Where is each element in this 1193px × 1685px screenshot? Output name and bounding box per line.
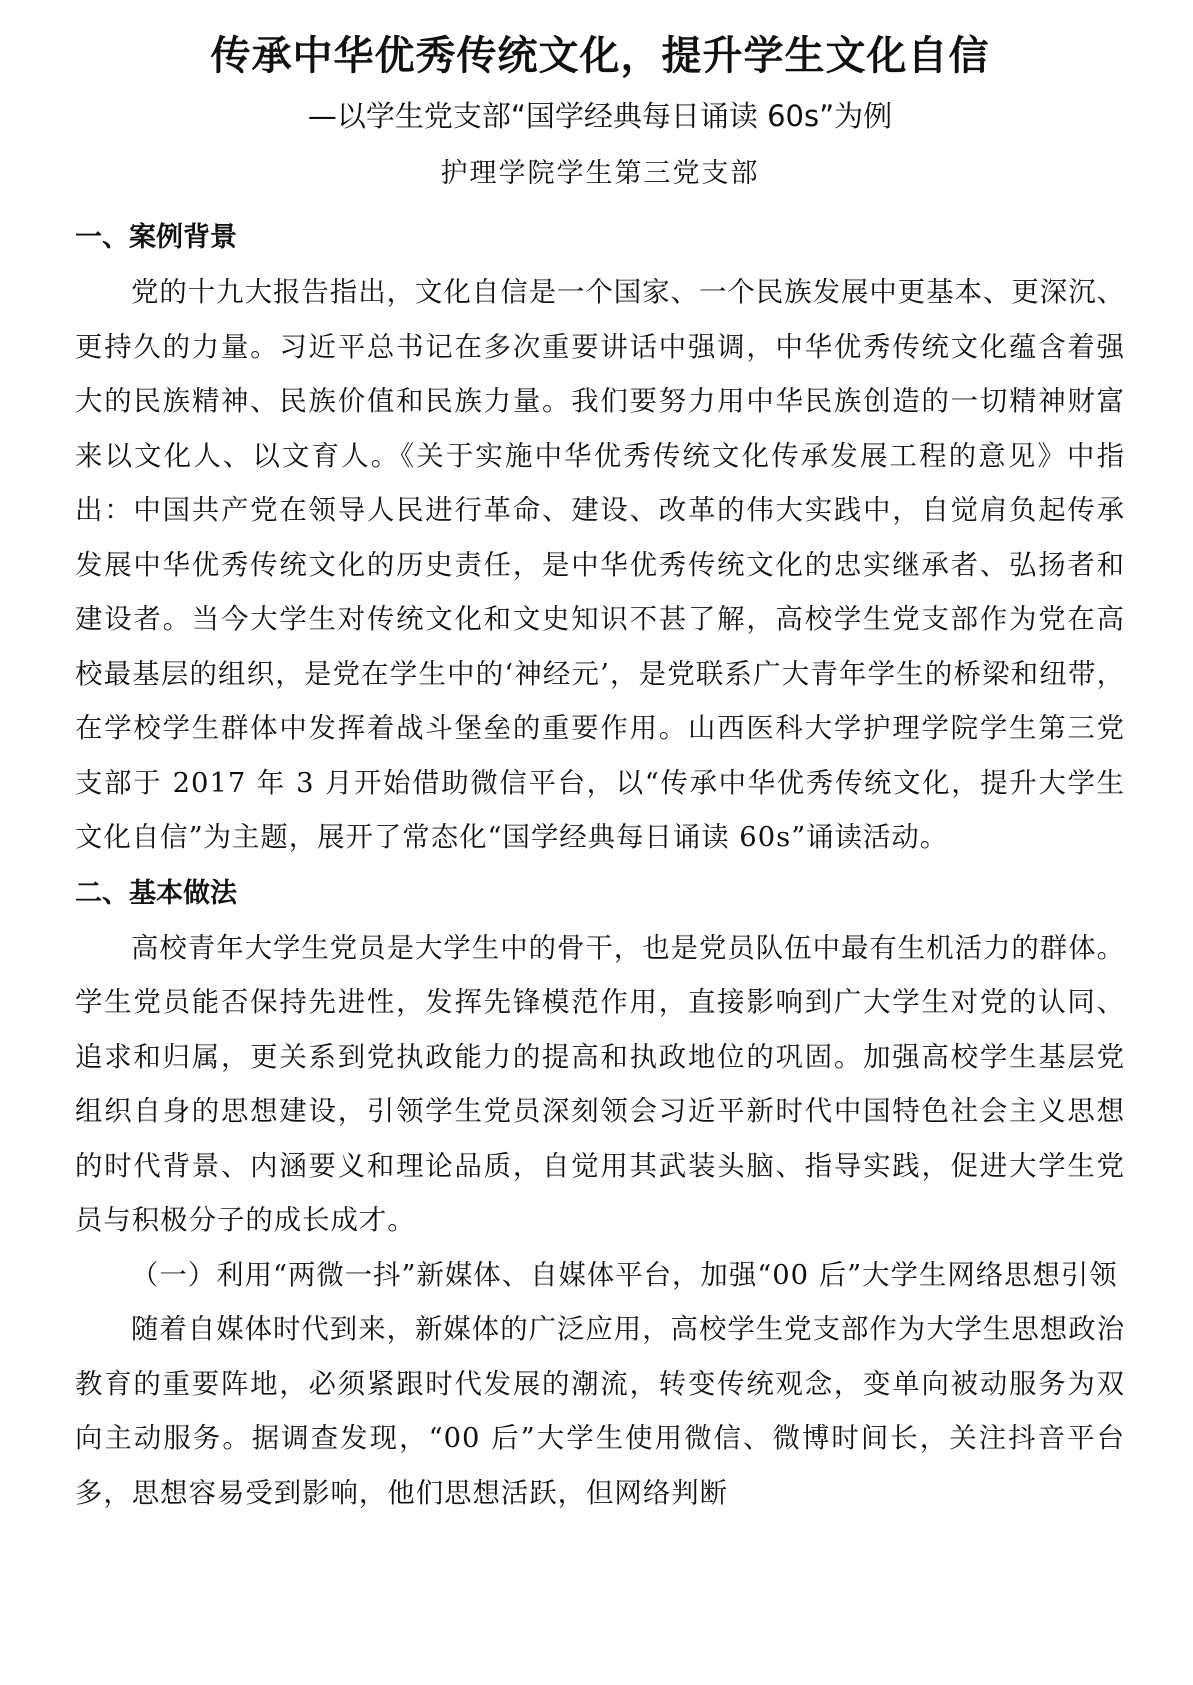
document-title: 传承中华优秀传统文化，提升学生文化自信 — [210, 33, 990, 79]
paragraph: 高校青年大学生党员是大学生中的骨干，也是党员队伍中最有生机活力的群体。学生党员能否保持先进性，发挥先锋模范作用，直接影响到广大学生对党的认同、追求和归属，更关系到党执政能力的提高和执政地位的巩固。加强高校学生基层党组织自身的思想建设，引领学生党员深刻领会习近平新时代中国特色社会主义思想的时代背景、内涵要义和理论品质，自觉用其武装头脑、指导实践，促进大学生党员与积极分子的成长成才。 — [75, 932, 1125, 1236]
paragraph: 党的十九大报告指出，文化自信是一个国家、一个民族发展中更基本、更深沉、更持久的力量。习近平总书记在多次重要讲话中强调，中华优秀传统文化蕴含着强大的民族精神、民族价值和民族力量。我们要努力用中华民族创造的一切精神财富来以文化人、以文育人。《关于实施中华优秀传统文化传承发展工程的意见》中指出：中国共产党在领导人民进行革命、建设、改革的伟大实践中，自觉肩负起传承发展中华优秀传统文化的历史责任，是中华优秀传统文化的忠实继承者、弘扬者和建设者。当今大学生对传统文化和文史知识不甚了解，高校学生党支部作为党在高校最基层的组织，是党在学生中的‘神经元’，是党联系广大青年学生的桥梁和纽带，在学校学生群体中发挥着战斗堡垒的重要作用。山西医科大学护理学院学生第三党支部于 2017 年 3 月开始借助微信平台，以“传承中华优秀传统文化，提升大学生文化自信”为主题，展开了常态化“国学经典每日诵读 60s”诵读活动。 — [75, 277, 1125, 853]
document-subtitle: —以学生党支部“国学经典每日诵读 60s”为例 — [307, 99, 893, 133]
document-author: 护理学院学生第三党支部 — [440, 158, 760, 189]
section-heading: 一、案例背景 — [75, 222, 237, 253]
section-heading: 二、基本做法 — [75, 877, 237, 909]
subsection-heading: （一）利用“两微一抖”新媒体、自媒体平台，加强“00 后”大学生网络思想引领 — [131, 1259, 1118, 1291]
paragraph: 随着自媒体时代到来，新媒体的广泛应用，高校学生党支部作为大学生思想政治教育的重要阵地，必须紧跟时代发展的潮流，转变传统观念，变单向被动服务为双向主动服务。据调查发现，“00 后”大学生使用微信、微博时间长，关注抖音平台多，思想容易受到影响，他们思想活跃，但网络判断 — [75, 1314, 1125, 1509]
section-basic-approach — [75, 866, 1125, 1522]
document-page — [75, 18, 1125, 1521]
section-background — [75, 210, 1125, 866]
